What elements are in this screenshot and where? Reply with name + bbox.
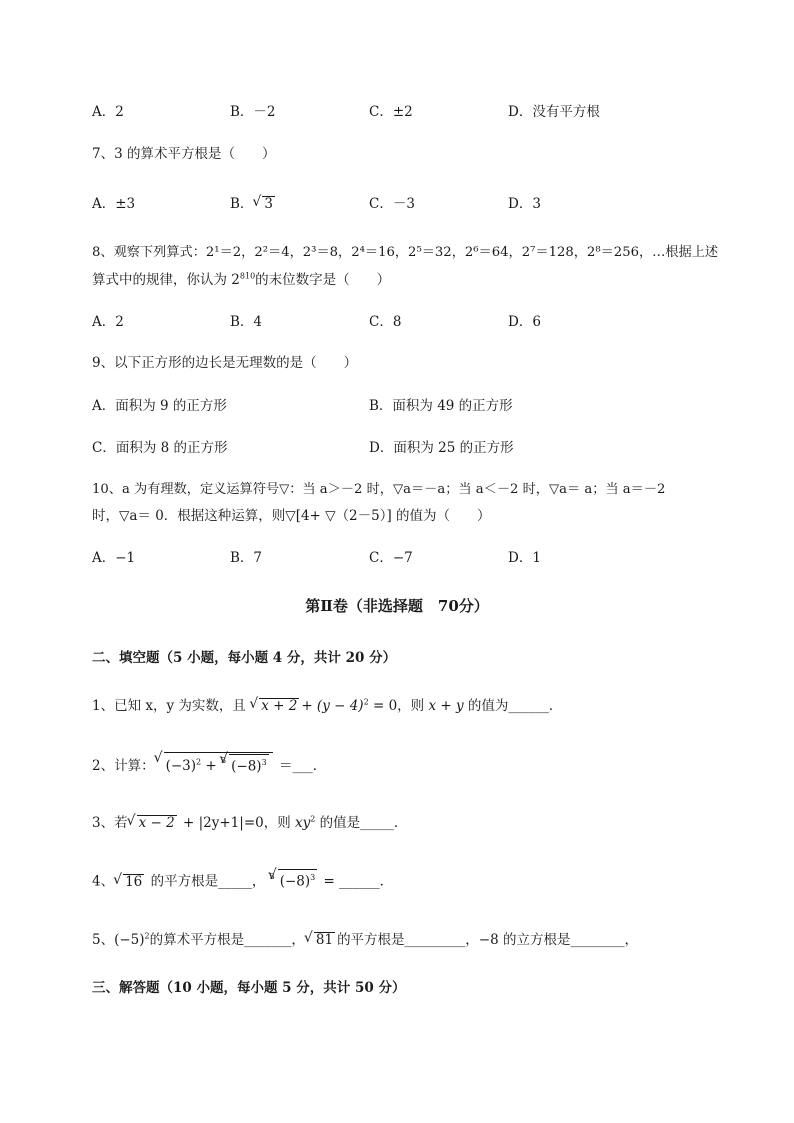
fill-q5-sup: 2 <box>144 931 150 941</box>
fill-q1-mid: + (y − 4) <box>301 698 364 714</box>
sqrt-symbol <box>128 815 177 831</box>
q7-option-c: C．－3 <box>369 196 415 212</box>
q10-option-a: A．−1 <box>92 550 136 566</box>
q9-option-c: C．面积为 8 的正方形 <box>92 440 228 456</box>
q7-option-b <box>230 192 277 212</box>
fill-q4-inner <box>278 869 318 890</box>
q8-option-b: B．4 <box>230 314 263 330</box>
q8-stem-pre: 算式中的规律，你认为 2 <box>92 272 240 288</box>
sqrt-symbol <box>253 196 275 212</box>
q6-option-d: D．没有平方根 <box>508 104 600 120</box>
q10-stem-line2: 时，▽a＝ 0．根据这种运算，则▽[4+ ▽（2－5）] 的值为（ ） <box>92 508 491 524</box>
fill-q2-post: ＝___． <box>278 758 327 774</box>
fill-q4-mid: 的平方根是_____， <box>150 873 266 890</box>
fill-q2 <box>92 752 326 774</box>
sqrt-symbol <box>114 874 144 890</box>
cbrt-symbol <box>269 869 318 890</box>
sqrt-symbol <box>305 932 335 948</box>
q7-option-b-radicand: 3 <box>264 196 274 212</box>
sqrt-symbol <box>155 752 273 774</box>
q9-option-d: D．面积为 25 的正方形 <box>369 440 514 456</box>
fill-q2-radicand <box>164 752 273 774</box>
sqrt-symbol <box>250 698 299 714</box>
fill-q2-root-index: 3 <box>221 756 227 765</box>
fill-q3-radicand: x − 2 <box>138 815 175 831</box>
q7-option-a: A．±3 <box>92 196 136 212</box>
cbrt-symbol <box>220 754 269 775</box>
fill-q4-sup: 3 <box>310 873 316 882</box>
fill-q2-plus: + <box>205 758 217 774</box>
q8-stem-line1: 8、观察下列算式：2¹＝2，2²＝4，2³＝8，2⁴＝16，2⁵＝32，2⁶＝64，2⁷＝128，2⁸＝256，…根据上述 <box>92 245 719 260</box>
fill-q4-rad-b: (−8) <box>279 873 311 890</box>
fill-q1-post: 的值为______． <box>467 698 563 714</box>
q9-option-a: A．面积为 9 的正方形 <box>92 398 227 414</box>
section3-title: 三、解答题（10 小题，每小题 5 分，共计 50 分） <box>92 980 406 996</box>
q10-stem-line1: 10、a 为有理数，定义运算符号▽：当 a＞－2 时，▽a＝－a；当 a＜－2 时，▽a＝ a；当 a＝－2 <box>92 482 666 497</box>
fill-q5 <box>92 928 638 948</box>
fill-q5-radicand: 81 <box>315 932 334 948</box>
q8-option-a: A．2 <box>92 314 124 330</box>
q7-stem: 7、3 的算术平方根是（ ） <box>92 146 276 162</box>
fill-q5-mid: 的算术平方根是_______， <box>149 932 305 948</box>
part2-title: 第Ⅱ卷（非选择题 70分） <box>305 597 489 615</box>
fill-q3 <box>92 811 407 831</box>
q10-option-d: D．1 <box>508 550 541 566</box>
fill-q4-root-index: 3 <box>269 871 275 881</box>
q9-option-b: B．面积为 49 的正方形 <box>369 398 513 414</box>
fill-q3-pre: 3、若 <box>92 815 128 831</box>
q8-stem-post: 的末位数字是（ ） <box>255 272 391 288</box>
fill-q2-sup-b: 3 <box>261 757 267 767</box>
q6-option-a: A．2 <box>92 104 124 120</box>
q8-option-c: C．8 <box>369 314 402 330</box>
fill-q2-inner <box>229 754 269 775</box>
q9-stem: 9、以下正方形的边长是无理数的是（ ） <box>92 355 358 371</box>
section2-title: 二、填空题（5 小题，每小题 4 分，共计 20 分） <box>92 650 397 666</box>
q7-option-b-label: B． <box>230 196 254 212</box>
fill-q1-pre: 1、已知 x，y 为实数，且 <box>92 698 246 714</box>
fill-q5-post: 的平方根是_________，−8 的立方根是________， <box>337 932 639 948</box>
q10-option-b: B．7 <box>230 550 263 566</box>
q6-option-b: B．－2 <box>230 104 276 120</box>
fill-q2-sup-a: 2 <box>196 757 202 767</box>
fill-q1-sup: 2 <box>363 697 369 707</box>
fill-q1-radicand: x + 2 <box>261 698 298 714</box>
fill-q1-expr: x + y <box>428 698 464 714</box>
fill-q2-rad-a: (−3) <box>165 758 197 774</box>
fill-q2-rad-b: (−8) <box>231 758 262 774</box>
fill-q4-pre: 4、 <box>92 873 115 890</box>
fill-q3-sup: 2 <box>310 814 316 824</box>
q7-option-d: D．3 <box>508 196 541 212</box>
fill-q5-pre: 5、(−5) <box>92 932 145 948</box>
fill-q4-radicand: 16 <box>125 873 143 890</box>
fill-q3-post: 的值是_____． <box>319 815 408 831</box>
fill-q4 <box>92 869 393 890</box>
fill-q4-post: = ______． <box>323 873 394 890</box>
q8-stem-exponent: 810 <box>239 271 256 281</box>
q8-option-d: D．6 <box>508 314 541 330</box>
fill-q1 <box>92 694 562 714</box>
fill-q3-mid: + |2y+1|=0，则 <box>183 815 291 831</box>
q6-option-c: C．±2 <box>369 104 413 120</box>
fill-q3-expr: xy <box>295 815 311 831</box>
q10-option-c: C．−7 <box>369 550 413 566</box>
fill-q1-eq: = 0，则 <box>372 698 425 714</box>
q8-stem-line2 <box>92 268 390 288</box>
fill-q2-pre: 2、计算： <box>92 758 155 774</box>
